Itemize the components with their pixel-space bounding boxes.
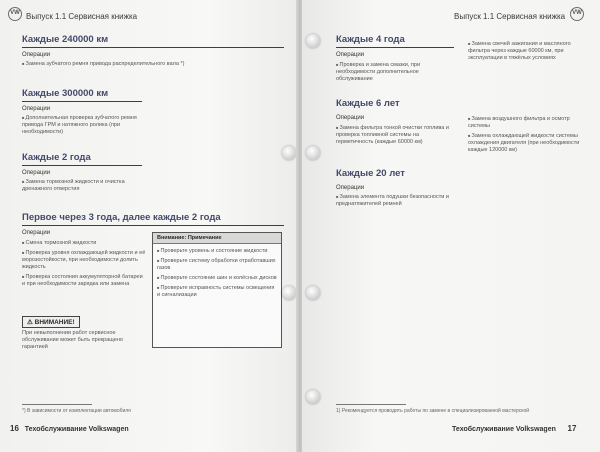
section-title: Каждые 4 года: [336, 34, 454, 48]
warning-label-text: ВНИМАНИЕ!: [34, 319, 75, 326]
binder-hole: [282, 286, 296, 300]
section-6-years: [336, 98, 586, 156]
op-line: ■ Смена тормозной жидкости: [22, 239, 146, 247]
left-footer: [10, 424, 129, 433]
ops-label: Операции: [336, 185, 365, 191]
warning-triangle-icon: ⚠: [27, 319, 33, 326]
left-page-header: Выпуск 1.1 Сервисная книжка: [26, 12, 138, 21]
op-line: ■ Проверка и замена смазки, при необходимости дополнительное обслуживание: [336, 61, 454, 83]
op-line: ■ Замена свечей зажигания и масляного фильтра через каждые 60000 км, при эксплуатации в тяжёлых условиях: [468, 40, 586, 62]
section-title: Каждые 300000 км: [22, 88, 142, 102]
section-4-years: [336, 34, 586, 85]
ops-label: Операции: [336, 115, 365, 121]
ops-label: Операции: [22, 230, 51, 236]
footnote: *) В зависимости от комплектации автомобиля: [22, 408, 131, 414]
footnote: 1) Рекомендуется проводить работы по замене в специализированной мастерской: [336, 408, 530, 414]
page-number: 17: [567, 424, 577, 433]
section-title: Каждые 2 года: [22, 152, 142, 166]
footer-title: Техобслуживание Volkswagen: [452, 426, 556, 433]
op-line: ■ Замена охлаждающей жидкости системы охлаждения двигателя (при необходимости каждые 120000 км): [468, 132, 586, 154]
section-title: Первое через 3 года, далее каждые 2 года: [22, 212, 284, 226]
op-line: ■ Дополнительная проверка зубчатого ремня привода ГРМ и натяжного ролика (при необходимости): [22, 114, 142, 136]
section-title: Каждые 6 лет: [336, 98, 400, 109]
note-box-title: Внимание: Примечание: [153, 233, 281, 244]
right-page-header: Выпуск 1.1 Сервисная книжка: [454, 12, 566, 21]
binder-hole: [306, 286, 320, 300]
section-title: Каждые 240000 км: [22, 34, 284, 48]
warning-label: [22, 316, 80, 328]
binder-hole: [306, 34, 320, 48]
ops-label: Операции: [336, 52, 365, 58]
footer-title: Техобслуживание Volkswagen: [24, 426, 129, 433]
right-footer: [452, 424, 576, 433]
footnote-rule: [336, 404, 406, 405]
section-300000: [22, 88, 142, 138]
ops-label: Операции: [22, 52, 51, 58]
right-page: [302, 0, 600, 452]
vw-logo-icon: [8, 7, 22, 21]
note-line: ■ Проверьте систему обработки отработавших газов: [157, 257, 277, 272]
section-240000: [22, 34, 284, 70]
section-title: Каждые 20 лет: [336, 168, 405, 179]
binder-hole: [282, 146, 296, 160]
ops-label: Операции: [22, 106, 51, 112]
vw-logo-icon: [570, 7, 584, 21]
op-line: ■ Проверка уровня охлаждающей жидкости и её морозостойкости, при необходимости долить жидкость: [22, 249, 146, 271]
note-line: ■ Проверьте состояние шин и колёсных дисков: [157, 274, 277, 282]
note-line: ■ Проверьте исправность системы освещения и сигнализации: [157, 284, 277, 299]
note-line: ■ Проверьте уровень и состояние жидкости: [157, 247, 277, 255]
op-line: ■ Замена зубчатого ремня привода распределительного вала *): [22, 60, 284, 68]
op-line: ■ Замена воздушного фильтра и осмотр системы: [468, 115, 586, 130]
warning-text: При невыполнении работ сервисное обслуживание может быть прекращено гарантией: [22, 330, 123, 350]
binder-hole: [306, 390, 320, 404]
op-line: ■ Замена элемента подушки безопасности и преднатяжителей ремней: [336, 193, 456, 208]
op-line: ■ Замена фильтра тонкой очистки топлива и проверка топливной системы на герметичность (каждые 60000 км): [336, 124, 454, 146]
page-number: 16: [10, 424, 19, 433]
left-page: [0, 0, 298, 452]
op-line: ■ Проверка состояния аккумуляторной батареи и при необходимости зарядка или замена: [22, 273, 146, 288]
footnote-rule: [22, 404, 92, 405]
note-box: [152, 232, 282, 348]
binder-hole: [306, 146, 320, 160]
op-line: ■ Замена тормозной жидкости и очистка дренажного отверстия: [22, 178, 142, 193]
ops-label: Операции: [22, 170, 51, 176]
section-20-years: [336, 168, 456, 210]
section-2-years: [22, 152, 142, 195]
